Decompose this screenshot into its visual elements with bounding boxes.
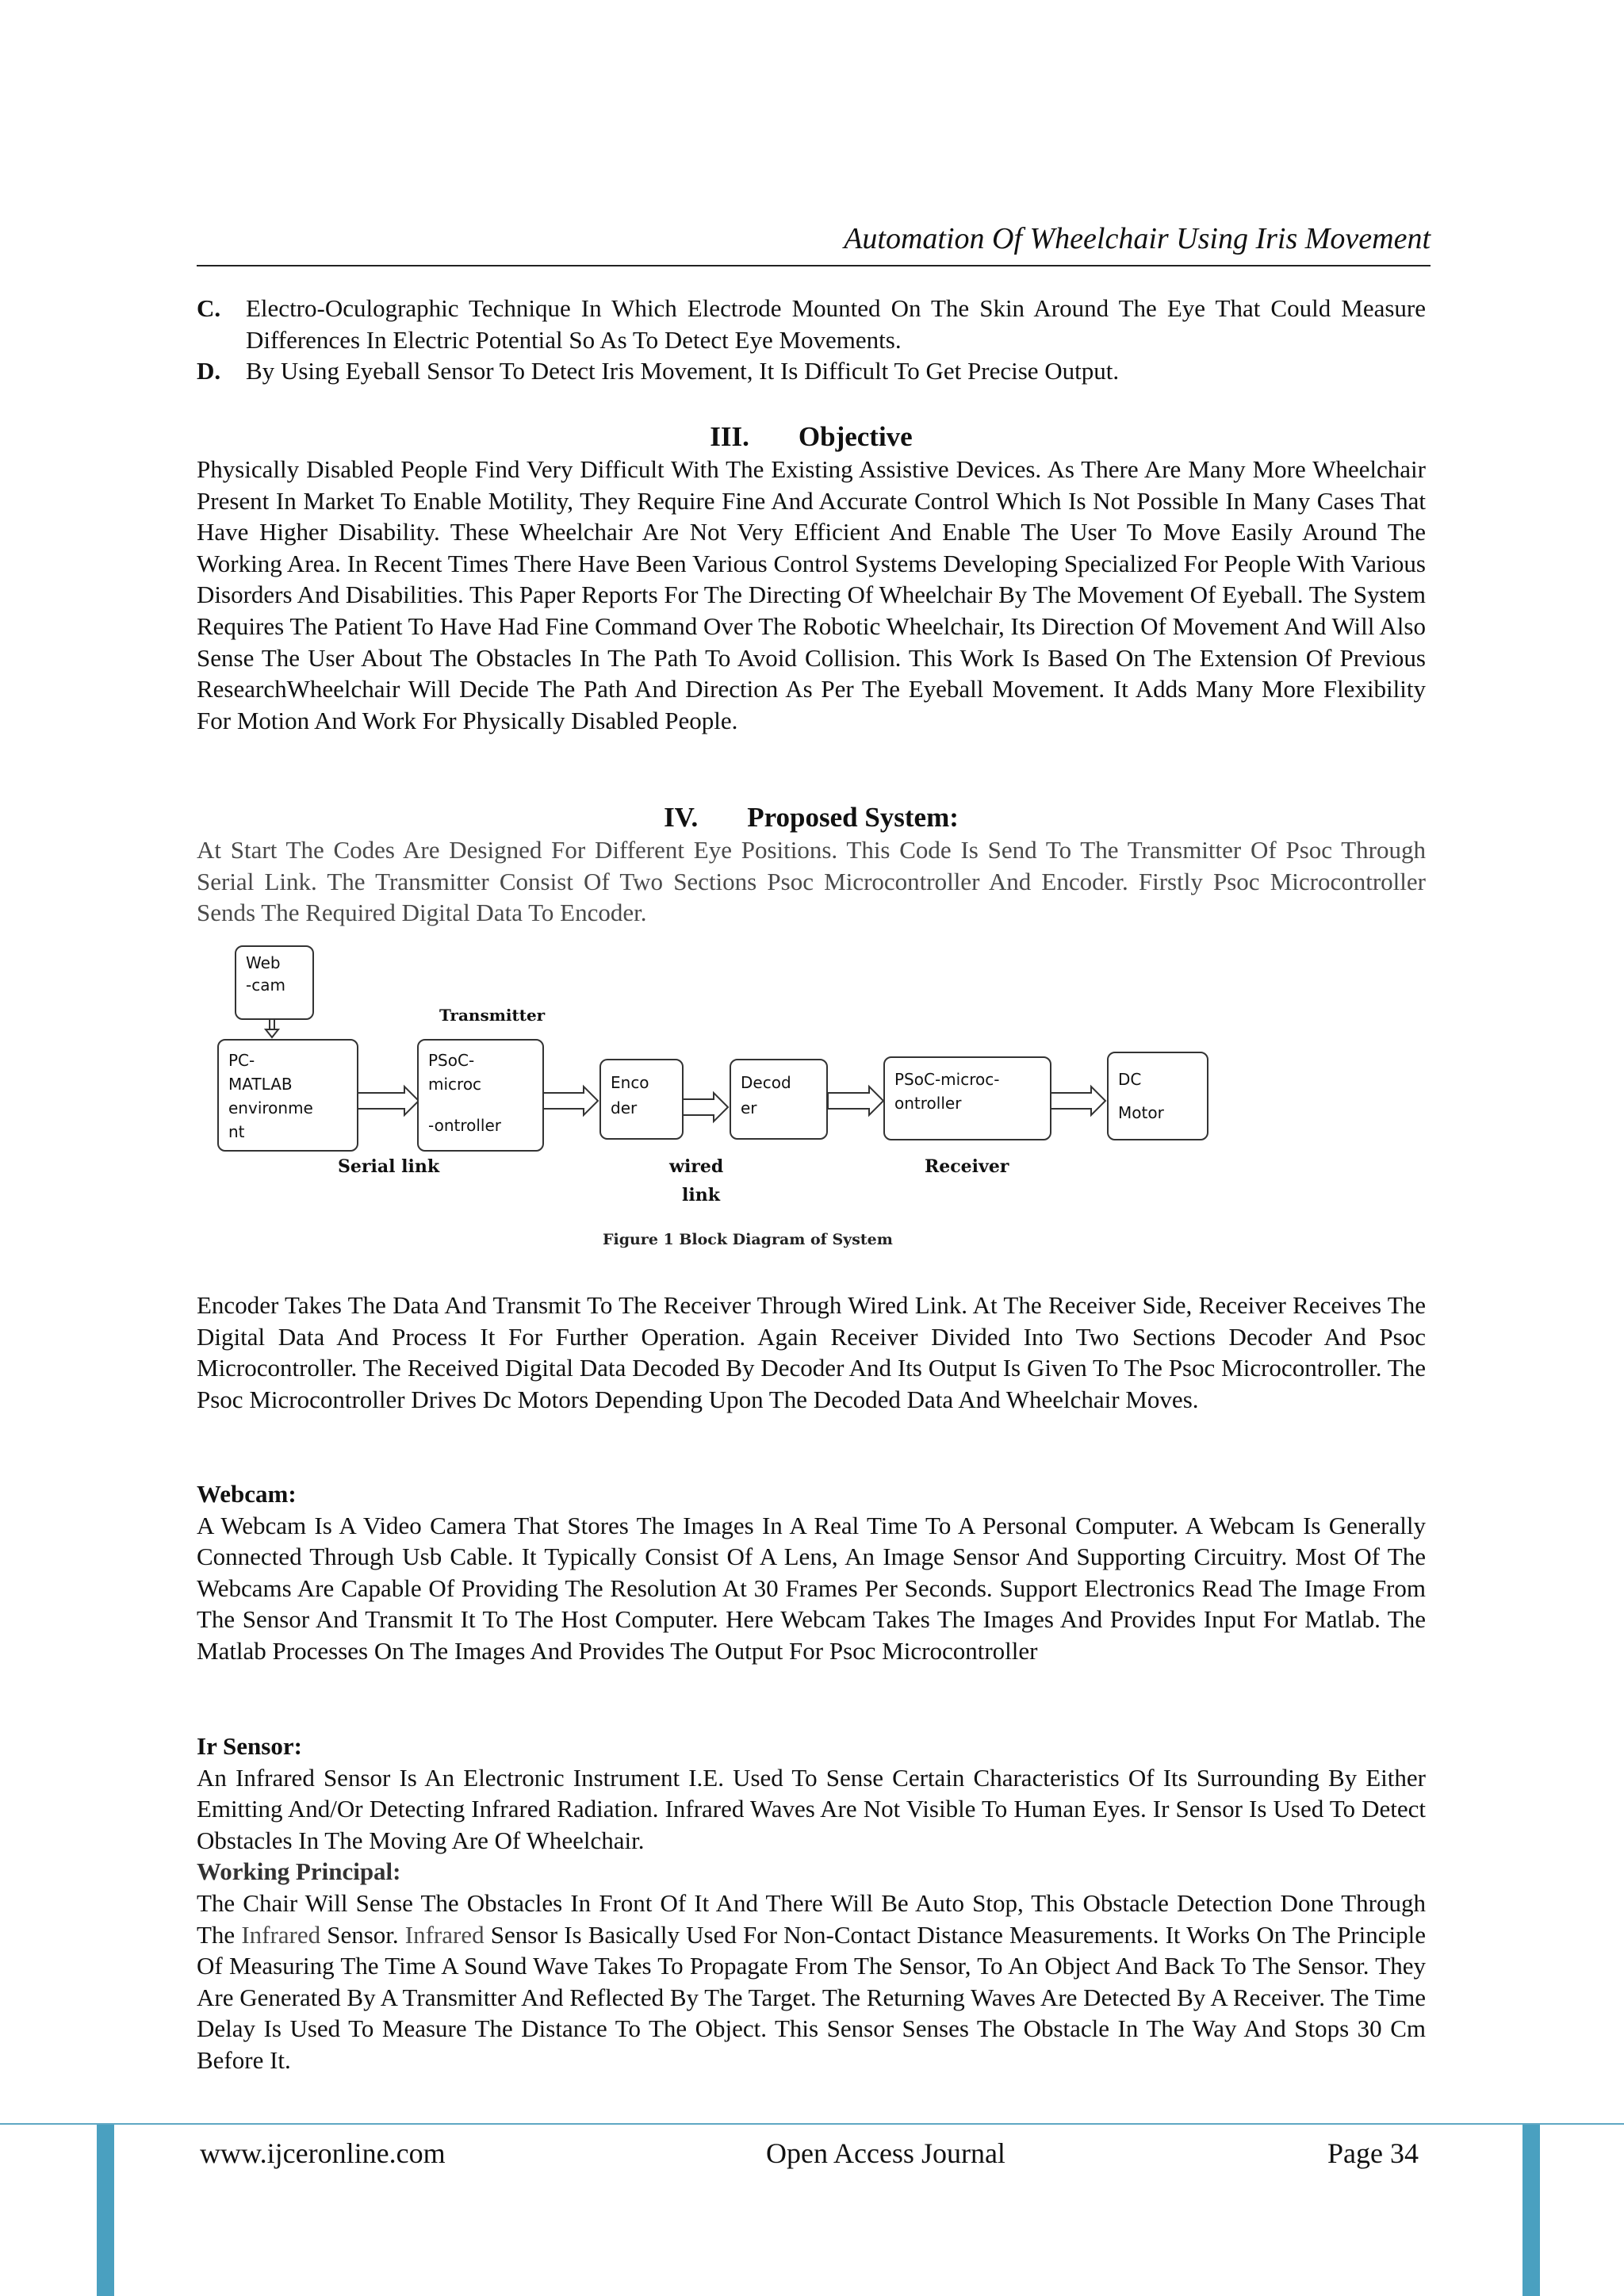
arrow-head: [266, 1029, 278, 1037]
ir-sensor-heading: Ir Sensor:: [197, 1732, 302, 1760]
working-principal-heading: Working Principal:: [197, 1857, 401, 1886]
pc-matlab-block: [217, 1039, 358, 1152]
figure-caption: Figure 1 Block Diagram of System: [603, 1231, 893, 1248]
receiver-label: Receiver: [925, 1156, 1009, 1177]
list-item: [197, 355, 1426, 387]
section-heading: [197, 420, 1426, 454]
infrared-term: Infrared: [404, 1920, 485, 1949]
running-header: Automation Of Wheelchair Using Iris Movement: [844, 222, 1431, 255]
ir-sensor-section: [197, 1731, 1426, 2076]
serial-link-label: Serial link: [338, 1156, 440, 1177]
block-label: DC: [1118, 1070, 1142, 1089]
footer-rule: [0, 2123, 1624, 2125]
webcam-heading: Webcam:: [197, 1480, 297, 1508]
list-item: [197, 293, 1426, 355]
webcam-paragraph: A Webcam Is A Video Camera That Stores The Images In A Real Time To A Personal Computer. A Webcam Is Generally Connected Through Usb Cable. It Typically Consist Of A Lens, An Image Sensor And Supporting Circuitry. Most Of The Webcams Are Capable Of Providing The Resolution At 30 Frames Per Seconds. Support Electronics Read The Image From The Sensor And Transmit It To The Host Computer. Here Webcam Takes The Images And Provides Input For Matlab. The Matlab Processes On The Images And Provides The Output For Psoc Microcontroller: [197, 1511, 1426, 1665]
objective-section: [197, 420, 1426, 736]
section-title: Proposed System:: [747, 802, 959, 833]
working-text: Sensor Is Basically Used For Non-Contact Distance Measurements. It Works On The Principle Of Measuring The Time A Sound Wave Takes To Propagate From The Sensor, To An Object And Back To The Sensor. They Are Generated By A Transmitter And Reflected By The Target. The Returning Waves Are Detected By A Receiver. The Time Delay Is Used To Measure The Distance To The Object. This Sensor Senses The Obstacle In The Way And Stops 30 Cm Before It.: [197, 1920, 1426, 2074]
decoder-block: [730, 1059, 828, 1140]
block-label: ontroller: [894, 1094, 962, 1113]
footer-journal: Open Access Journal: [766, 2137, 1005, 2169]
block-label: -cam: [246, 976, 285, 995]
block-label: er: [741, 1098, 757, 1117]
encoder-block: [599, 1059, 684, 1140]
block-label: PSoC-: [428, 1051, 475, 1070]
arrow-pc-psoc: [357, 1087, 419, 1115]
block-label: Motor: [1118, 1103, 1164, 1122]
dc-motor-block: [1107, 1052, 1208, 1140]
block-label: Web: [246, 953, 281, 972]
proposed-intro-paragraph: At Start The Codes Are Designed For Different Eye Positions. This Code Is Send To The Transmitter Of Psoc Through Serial Link. The Transmitter Consist Of Two Sections Psoc Microcontroller And Encoder. Firstly Psoc Microcontroller Sends The Required Digital Data To Encoder.: [197, 836, 1426, 927]
psoc-transmitter-block: [417, 1039, 544, 1152]
list-marker: C.: [197, 294, 221, 322]
footer-website: www.ijceronline.com: [200, 2137, 446, 2169]
proposed-section: [197, 801, 1426, 929]
arrow-encoder-decoder: [682, 1093, 728, 1121]
wired-label: wired: [669, 1156, 724, 1177]
block-label: der: [611, 1098, 638, 1117]
link-label: link: [682, 1185, 720, 1205]
webcam-block: [235, 945, 314, 1020]
technique-list: [197, 293, 1426, 387]
list-item-text: By Using Eyeball Sensor To Detect Iris Movement, It Is Difficult To Get Precise Output.: [246, 357, 1120, 385]
arrow-psoc-motor: [1050, 1087, 1105, 1115]
proposed-body: [197, 1290, 1426, 1415]
working-text: The Chair Will Sense The Obstacles In Front Of It And There Will Be Auto Stop, This Obstacle Detection Done Through The: [197, 1888, 1426, 1949]
ir-sensor-paragraph: An Infrared Sensor Is An Electronic Instrument I.E. Used To Sense Certain Characteristics Of Its Surrounding By Either Emitting And/Or Detecting Infrared Radiation. Infrared Waves Are Not Visible To Human Eyes. Ir Sensor Is Used To Detect Obstacles In The Moving Are Of Wheelchair.: [197, 1763, 1426, 1854]
section-number: IV.: [664, 802, 699, 833]
block-label: nt: [228, 1122, 245, 1141]
list-marker: D.: [197, 357, 221, 385]
infrared-term: Infrared: [241, 1920, 321, 1949]
header-rule: [197, 265, 1431, 266]
section-title: Objective: [798, 421, 913, 452]
block-label: environme: [228, 1098, 313, 1117]
transmitter-label: Transmitter: [439, 1006, 546, 1025]
footer-page-number: Page 34: [1327, 2137, 1419, 2169]
list-item-text: Electro-Oculographic Technique In Which Electrode Mounted On The Skin Around The Eye That Could Measure Differences In Electric Potential So As To Detect Eye Movements.: [246, 294, 1426, 354]
block-label: -ontroller: [428, 1116, 502, 1135]
proposed-paragraph: Encoder Takes The Data And Transmit To The Receiver Through Wired Link. At The Receiver Side, Receiver Receives The Digital Data And Process It For Further Operation. Again Receiver Divided Into Two Sections Decoder And Psoc Microcontroller. The Received Digital Data Decoded By Decoder And Its Output Is Given To The Psoc Microcontroller. The Psoc Microcontroller Drives Dc Motors Depending Upon The Decoded Data And Wheelchair Moves.: [197, 1291, 1426, 1413]
right-side-bar: [1522, 2125, 1540, 2296]
block-label: microc: [428, 1075, 482, 1094]
left-side-bar: [97, 2125, 114, 2296]
working-principal-paragraph: [197, 1888, 1426, 2076]
block-label: Decod: [741, 1073, 791, 1092]
objective-paragraph: Physically Disabled People Find Very Difficult With The Existing Assistive Devices. As There Are Many More Wheelchair Present In Market To Enable Motility, They Require Fine And Accurate Control Which Is Not Possible In Many Cases That Have Higher Disability. These Wheelchair Are Not Very Efficient And Enable The User To Move Easily Around The Working Area. In Recent Times There Have Been Various Control Systems Developing Specialized For People With Various Disorders And Disabilities. This Paper Reports For The Directing Of Wheelchair By The Movement Of Eyeball. The System Requires The Patient To Have Had Fine Command Over The Robotic Wheelchair, Its Direction Of Movement And Will Also Sense The User About The Obstacles In The Path To Avoid Collision. This Work Is Based On The Extension Of Previous ResearchWheelchair Will Decide The Path And Direction As Per The Eyeball Movement. It Adds Many More Flexibility For Motion And Work For Physically Disabled People.: [197, 455, 1426, 734]
block-diagram: [197, 936, 1228, 1253]
section-heading: [197, 801, 1426, 834]
working-text: Sensor.: [320, 1920, 405, 1949]
arrow-decoder-psoc: [828, 1087, 883, 1115]
section-number: III.: [710, 421, 749, 452]
block-label: MATLAB: [228, 1075, 293, 1094]
block-label: Enco: [611, 1073, 649, 1092]
arrow-psoc-encoder: [542, 1087, 598, 1115]
webcam-section: [197, 1478, 1426, 1667]
block-label: PC-: [228, 1051, 255, 1070]
block-label: PSoC-microc-: [894, 1070, 1000, 1089]
psoc-receiver-block: [883, 1056, 1051, 1140]
